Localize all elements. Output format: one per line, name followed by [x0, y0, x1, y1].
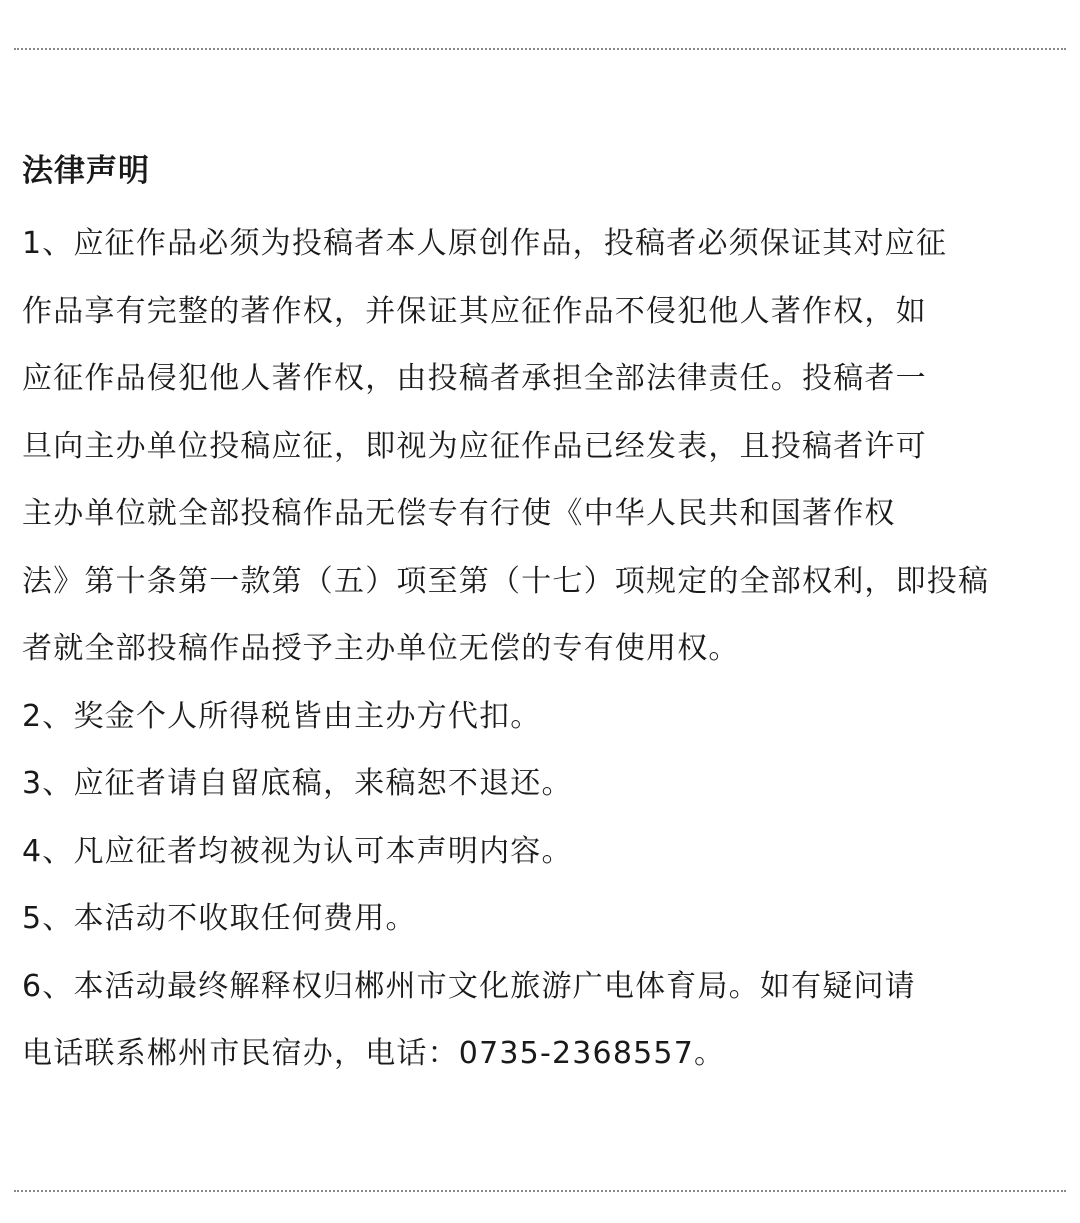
- clause-line: 主办单位就全部投稿作品无偿专有行使《中华人民共和国著作权: [22, 496, 896, 531]
- clause-3: [22, 750, 1058, 818]
- clause-5: [22, 885, 1058, 953]
- clause-line: 2、奖金个人所得税皆由主办方代扣。: [22, 698, 542, 734]
- clause-line: 者就全部投稿作品授予主办单位无偿的专有使用权。: [22, 631, 740, 666]
- clause-4: [22, 818, 1058, 886]
- clause-line: 法》第十条第一款第（五）项至第（十七）项规定的全部权利，即投稿: [22, 563, 990, 599]
- clause-line: 作品享有完整的著作权，并保证其应征作品不侵犯他人著作权，如: [22, 293, 927, 329]
- clause-line: 应征作品侵犯他人著作权，由投稿者承担全部法律责任。投稿者一: [22, 361, 927, 396]
- bottom-dotted-divider: [14, 1190, 1066, 1192]
- clause-line: 1、应征作品必须为投稿者本人原创作品，投稿者必须保证其对应征: [22, 226, 948, 261]
- clause-line: 6、本活动最终解释权归郴州市文化旅游广电体育局。如有疑问请: [22, 968, 916, 1004]
- clause-line: 5、本活动不收取任何费用。: [22, 901, 417, 936]
- clause-1: [22, 210, 1058, 683]
- clause-line: 3、应征者请自留底稿，来稿恕不退还。: [22, 766, 573, 801]
- clause-line: 4、凡应征者均被视为认可本声明内容。: [22, 833, 573, 869]
- clause-2: [22, 683, 1058, 751]
- section-heading: 法律声明: [22, 153, 150, 189]
- legal-statement-section: [22, 146, 1058, 1088]
- clause-6: [22, 953, 1058, 1088]
- clause-line: 电话联系郴州市民宿办，电话：0735-2368557。: [22, 1036, 726, 1071]
- top-dotted-divider: [14, 48, 1066, 50]
- clause-line: 旦向主办单位投稿应征，即视为应征作品已经发表，且投稿者许可: [22, 428, 927, 464]
